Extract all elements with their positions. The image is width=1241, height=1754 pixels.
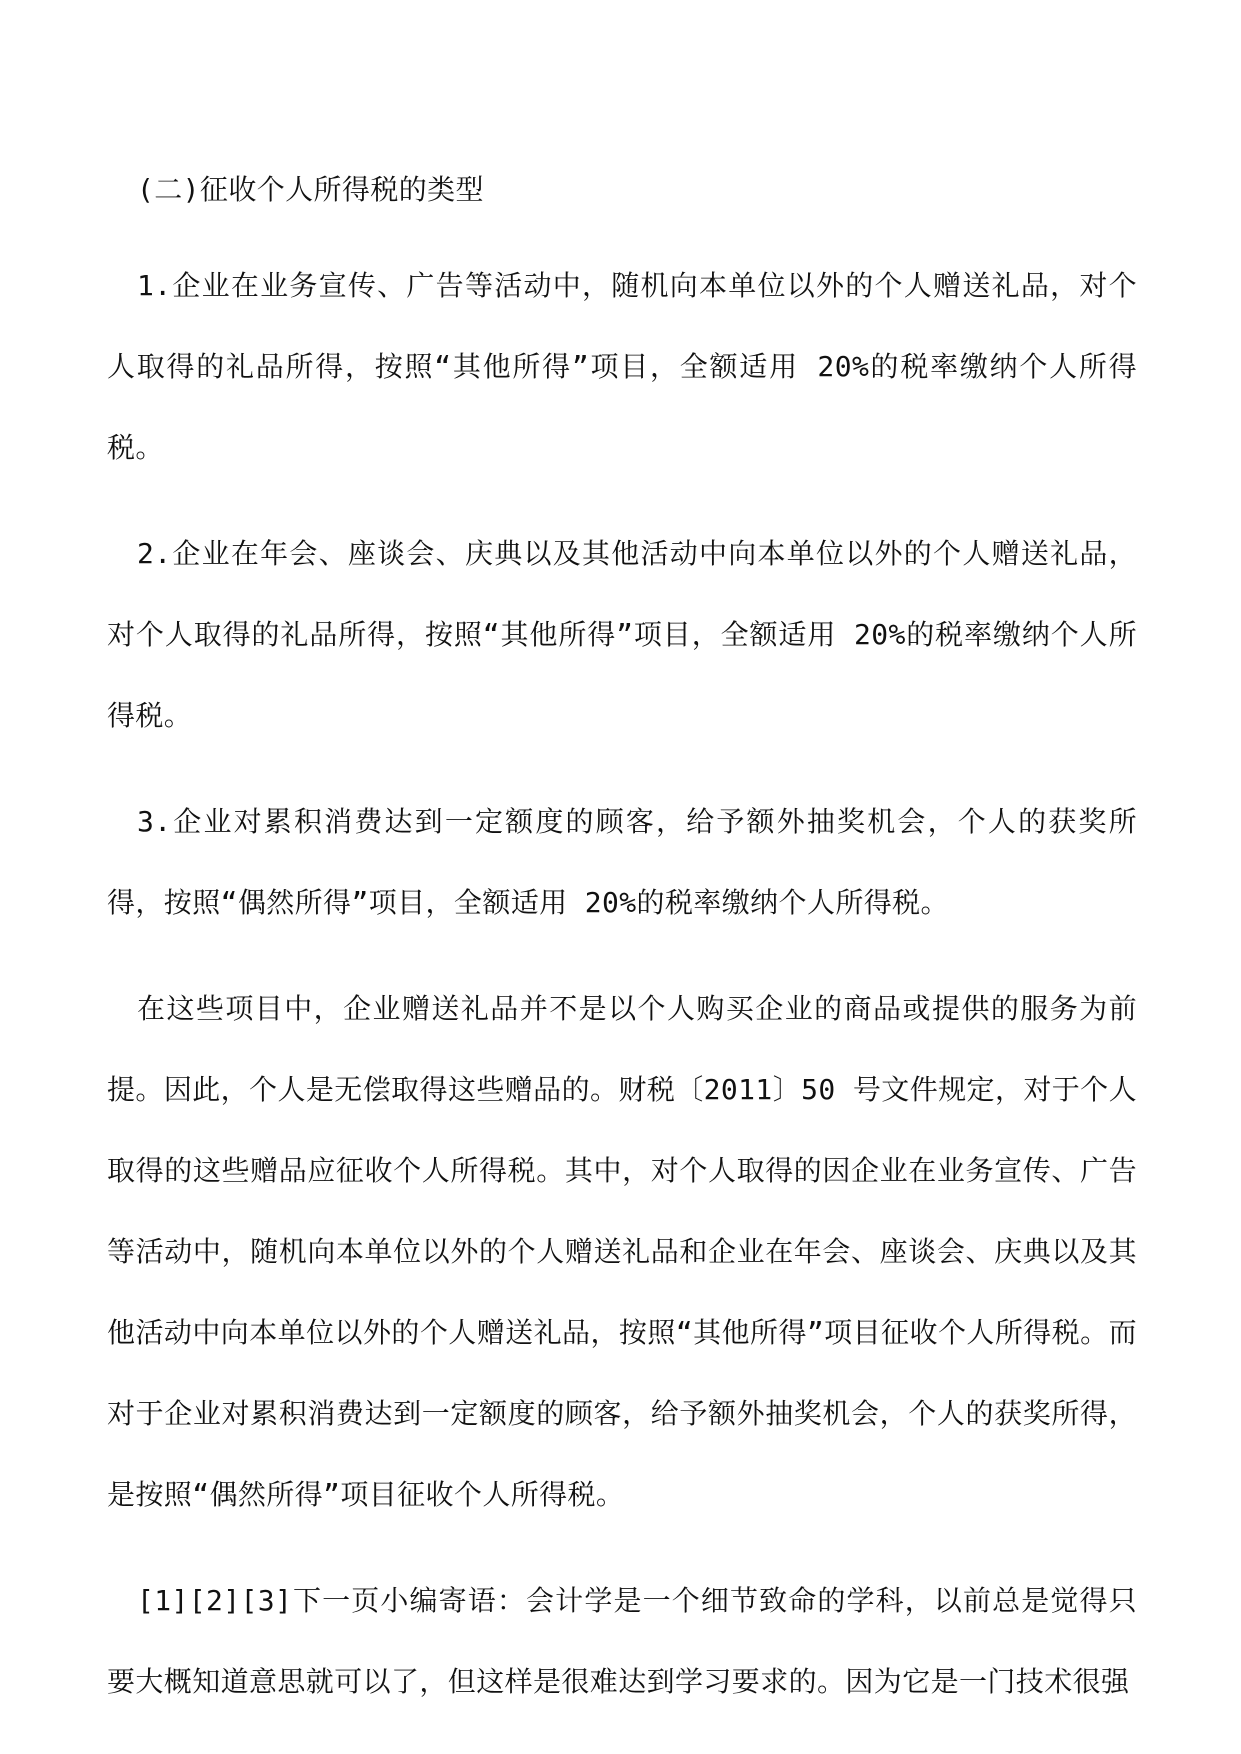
paragraph-3: 3.企业对累积消费达到一定额度的顾客，给予额外抽奖机会，个人的获奖所得，按照“偶然所得”项目，全额适用 20%的税率缴纳个人所得税。	[107, 805, 1137, 919]
paragraph-4: 在这些项目中，企业赠送礼品并不是以个人购买企业的商品或提供的服务为前提。因此，个人是无偿取得这些赠品的。财税〔2011〕50 号文件规定，对于个人取得的这些赠品应征收个人所得税。其中，对个人取得的因企业在业务宣传、广告等活动中，随机向本单位以外的个人赠送礼品和企业在年会、座谈会、庆典以及其他活动中向本单位以外的个人赠送礼品，按照“其他所得”项目征收个人所得税。而对于企业对累积消费达到一定额度的顾客，给予额外抽奖机会，个人的获奖所得，是按照“偶然所得”项目征收个人所得税。	[107, 992, 1137, 1511]
document-body	[107, 160, 1137, 1747]
section-heading: (二)征收个人所得税的类型	[137, 173, 484, 206]
paragraph-1: 1.企业在业务宣传、广告等活动中，随机向本单位以外的个人赠送礼品，对个人取得的礼品所得，按照“其他所得”项目，全额适用 20%的税率缴纳个人所得税。	[107, 269, 1137, 464]
paragraph-5: [1][2][3]下一页小编寄语：会计学是一个细节致命的学科，以前总是觉得只要大概知道意思就可以了，但这样是很难达到学习要求的。因为它是一门技术很强	[107, 1584, 1137, 1698]
paragraph-2: 2.企业在年会、座谈会、庆典以及其他活动中向本单位以外的个人赠送礼品，对个人取得的礼品所得，按照“其他所得”项目，全额适用 20%的税率缴纳个人所得税。	[107, 537, 1137, 732]
